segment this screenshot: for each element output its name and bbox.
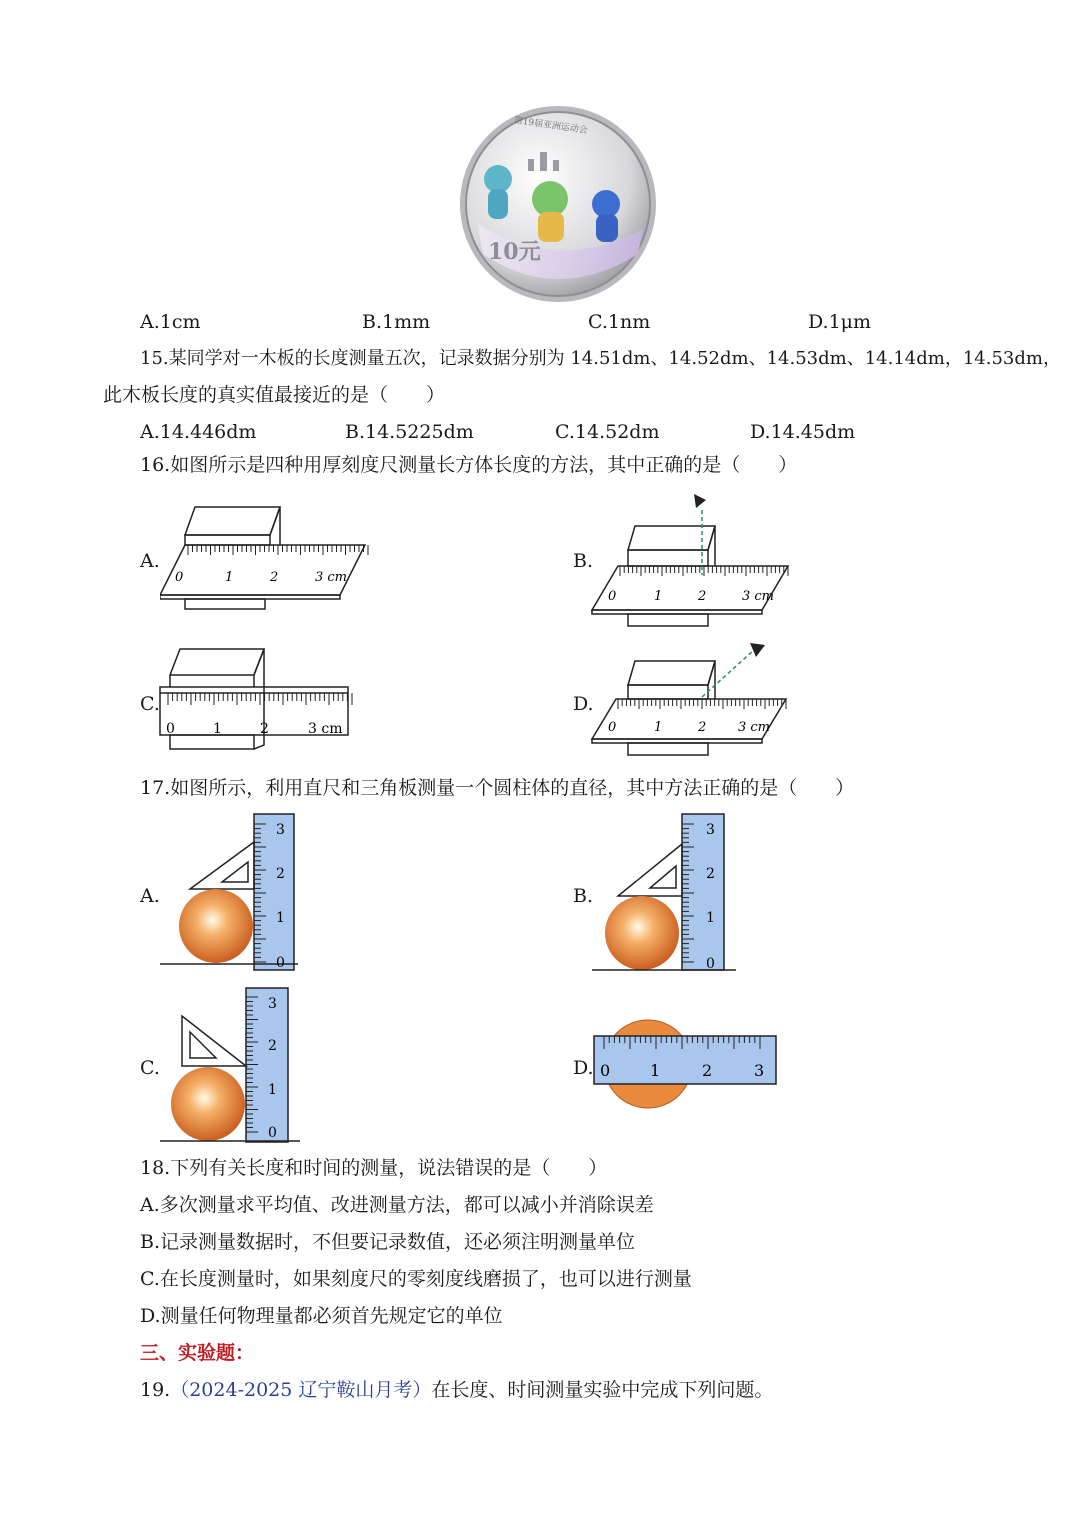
q16-figure-d <box>590 635 795 760</box>
q16-stem: 16.如图所示是四种用厚刻度尺测量长方体长度的方法，其中正确的是（ ） <box>140 454 798 476</box>
q18-option-b[interactable]: B.记录测量数据时，不但要记录数值，还必须注明测量单位 <box>140 1231 636 1253</box>
q14-option-d[interactable]: D.1μm <box>808 311 872 333</box>
q16a-tick-2: 2 <box>270 570 279 585</box>
q17-figure-d <box>592 1018 782 1110</box>
q16-label-a[interactable]: A. <box>140 550 160 572</box>
q17d-tick-0: 0 <box>600 1061 611 1080</box>
q17a-tick-1: 1 <box>276 910 285 926</box>
q15-option-d[interactable]: D.14.45dm <box>750 421 856 443</box>
coin-arc-text: 第19届亚洲运动会 <box>513 115 589 137</box>
q16-label-d[interactable]: D. <box>573 693 594 715</box>
q16-figure-a <box>160 505 370 613</box>
q18-option-d[interactable]: D.测量任何物理量都必须首先规定它的单位 <box>140 1305 503 1327</box>
q16-label-c[interactable]: C. <box>140 693 160 715</box>
eye-icon <box>694 494 706 508</box>
q17-figure-c <box>160 984 302 1144</box>
q17b-tick-3: 3 <box>706 822 715 838</box>
q16-figure-b <box>590 490 795 630</box>
q16d-tick-0: 0 <box>608 720 617 735</box>
q17b-tick-1: 1 <box>706 910 715 926</box>
q17-label-d[interactable]: D. <box>573 1057 594 1079</box>
q17-label-b[interactable]: B. <box>573 885 594 907</box>
q17-label-c[interactable]: C. <box>140 1057 160 1079</box>
q17a-tick-0: 0 <box>276 955 285 971</box>
q17a-tick-3: 3 <box>276 822 285 838</box>
q16c-tick-1: 1 <box>213 721 222 737</box>
q18-option-c[interactable]: C.在长度测量时，如果刻度尺的零刻度线磨损了，也可以进行测量 <box>140 1268 692 1290</box>
q16a-tick-0: 0 <box>175 570 184 585</box>
q18-stem: 18.下列有关长度和时间的测量，说法错误的是（ ） <box>140 1157 608 1179</box>
q14-option-b[interactable]: B.1mm <box>362 311 431 333</box>
q17c-tick-3: 3 <box>268 996 277 1012</box>
q15-option-a[interactable]: A.14.446dm <box>140 421 257 443</box>
q15-stem-line2: 此木板长度的真实值最接近的是（ ） <box>103 384 446 406</box>
q17b-tick-0: 0 <box>706 956 715 972</box>
eye-icon-d <box>750 643 765 657</box>
q17c-tick-0: 0 <box>268 1125 277 1141</box>
q17-label-a[interactable]: A. <box>140 885 160 907</box>
q17d-tick-2: 2 <box>702 1061 713 1080</box>
q16b-tick-0: 0 <box>608 589 617 604</box>
q16a-tick-1: 1 <box>225 570 234 585</box>
q16d-tick-3: 3 cm <box>738 720 771 735</box>
q16-figure-c <box>158 645 358 755</box>
q16c-tick-2: 2 <box>260 721 269 737</box>
q19-stem: 在长度、时间测量实验中完成下列问题。 <box>431 1379 774 1401</box>
q15-option-b[interactable]: B.14.5225dm <box>345 421 474 443</box>
q14-option-c[interactable]: C.1nm <box>588 311 651 333</box>
q16b-tick-2: 2 <box>698 589 707 604</box>
q16a-tick-3: 3 cm <box>315 570 348 585</box>
q16b-tick-1: 1 <box>654 589 663 604</box>
q16c-tick-0: 0 <box>166 721 175 737</box>
q17b-tick-2: 2 <box>706 866 715 882</box>
q19-number: 19. <box>140 1379 171 1401</box>
q17c-tick-2: 2 <box>268 1038 277 1054</box>
q15-stem-line1: 15.某同学对一木板的长度测量五次，记录数据分别为 14.51dm、14.52dm、14.53dm、14.14dm，14.53dm， <box>140 348 1061 369</box>
q17c-tick-1: 1 <box>268 1082 277 1098</box>
q19-source: （2024-2025 辽宁鞍山月考） <box>170 1379 432 1401</box>
coin-image <box>458 104 658 304</box>
q17-stem: 17.如图所示，利用直尺和三角板测量一个圆柱体的直径，其中方法正确的是（ ） <box>140 777 855 799</box>
q16c-tick-3: 3 cm <box>308 721 343 737</box>
q17a-tick-2: 2 <box>276 866 285 882</box>
q14-option-a[interactable]: A.1cm <box>140 311 201 333</box>
q17d-tick-1: 1 <box>650 1061 661 1080</box>
section-title: 三、实验题： <box>140 1342 255 1364</box>
coin-denomination: 10元 <box>488 239 541 265</box>
q17-figure-a <box>160 812 300 974</box>
q15-option-c[interactable]: C.14.52dm <box>555 421 660 443</box>
q17-figure-b <box>590 812 738 974</box>
q16d-tick-2: 2 <box>698 720 707 735</box>
q16d-tick-1: 1 <box>654 720 663 735</box>
q16b-tick-3: 3 cm <box>742 589 775 604</box>
q18-option-a[interactable]: A.多次测量求平均值、改进测量方法，都可以减小并消除误差 <box>140 1194 654 1216</box>
q16-label-b[interactable]: B. <box>573 550 594 572</box>
q17d-tick-3: 3 <box>754 1061 765 1080</box>
q19-line <box>140 1378 773 1402</box>
